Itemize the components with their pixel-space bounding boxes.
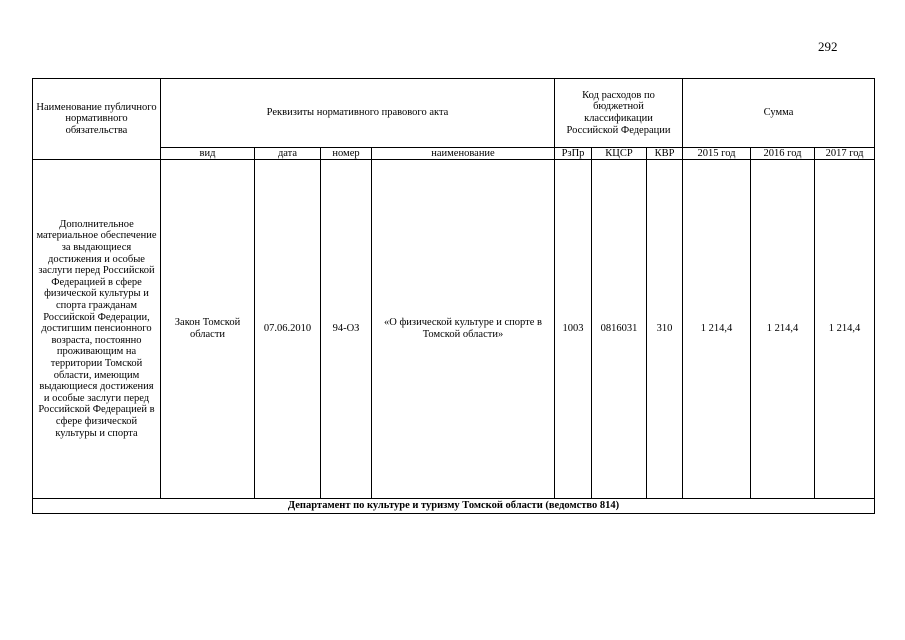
act-title: «О физической культуре и спорте в Томской области» — [372, 160, 555, 499]
sum-2017: 1 214,4 — [815, 160, 875, 499]
header-type: вид — [161, 148, 255, 160]
header-date: дата — [255, 148, 321, 160]
header-kvr: КВР — [647, 148, 683, 160]
department-row — [33, 499, 875, 514]
code-kvr: 310 — [647, 160, 683, 499]
obligations-table — [32, 78, 875, 514]
header-number: номер — [321, 148, 372, 160]
header-rzpr: РзПр — [555, 148, 592, 160]
header-2017: 2017 год — [815, 148, 875, 160]
header-expense-code: Код расходов по бюджетной классификации Российской Федерации — [555, 79, 683, 148]
header-kcsr: КЦСР — [592, 148, 647, 160]
sum-2016: 1 214,4 — [751, 160, 815, 499]
header-act-details: Реквизиты нормативного правового акта — [161, 79, 555, 148]
code-kcsr: 0816031 — [592, 160, 647, 499]
header-2015: 2015 год — [683, 148, 751, 160]
obligation-name: Дополнительное материальное обеспечение за выдающиеся достижения и особые заслуги перед Российской Федерацией в сфере физической культуры и спорта гражданам Российской Федерации, достигшим пенсионного возраста, постоянно проживающим на территории Томской области, имеющим выдающиеся достижения и особые заслуги перед Российской Федерацией в сфере физической культуры и спорта — [33, 160, 161, 499]
act-type: Закон Томской области — [161, 160, 255, 499]
header-name-col: Наименование публичного нормативного обязательства — [33, 79, 161, 160]
act-date: 07.06.2010 — [255, 160, 321, 499]
header-row-main — [33, 79, 875, 148]
page-number: 292 — [818, 39, 838, 54]
header-title: наименование — [372, 148, 555, 160]
department-title: Департамент по культуре и туризму Томской области (ведомство 814) — [33, 499, 875, 514]
header-sum: Сумма — [683, 79, 875, 148]
act-number: 94-ОЗ — [321, 160, 372, 499]
code-rzpr: 1003 — [555, 160, 592, 499]
sum-2015: 1 214,4 — [683, 160, 751, 499]
table-row — [33, 160, 875, 499]
header-2016: 2016 год — [751, 148, 815, 160]
